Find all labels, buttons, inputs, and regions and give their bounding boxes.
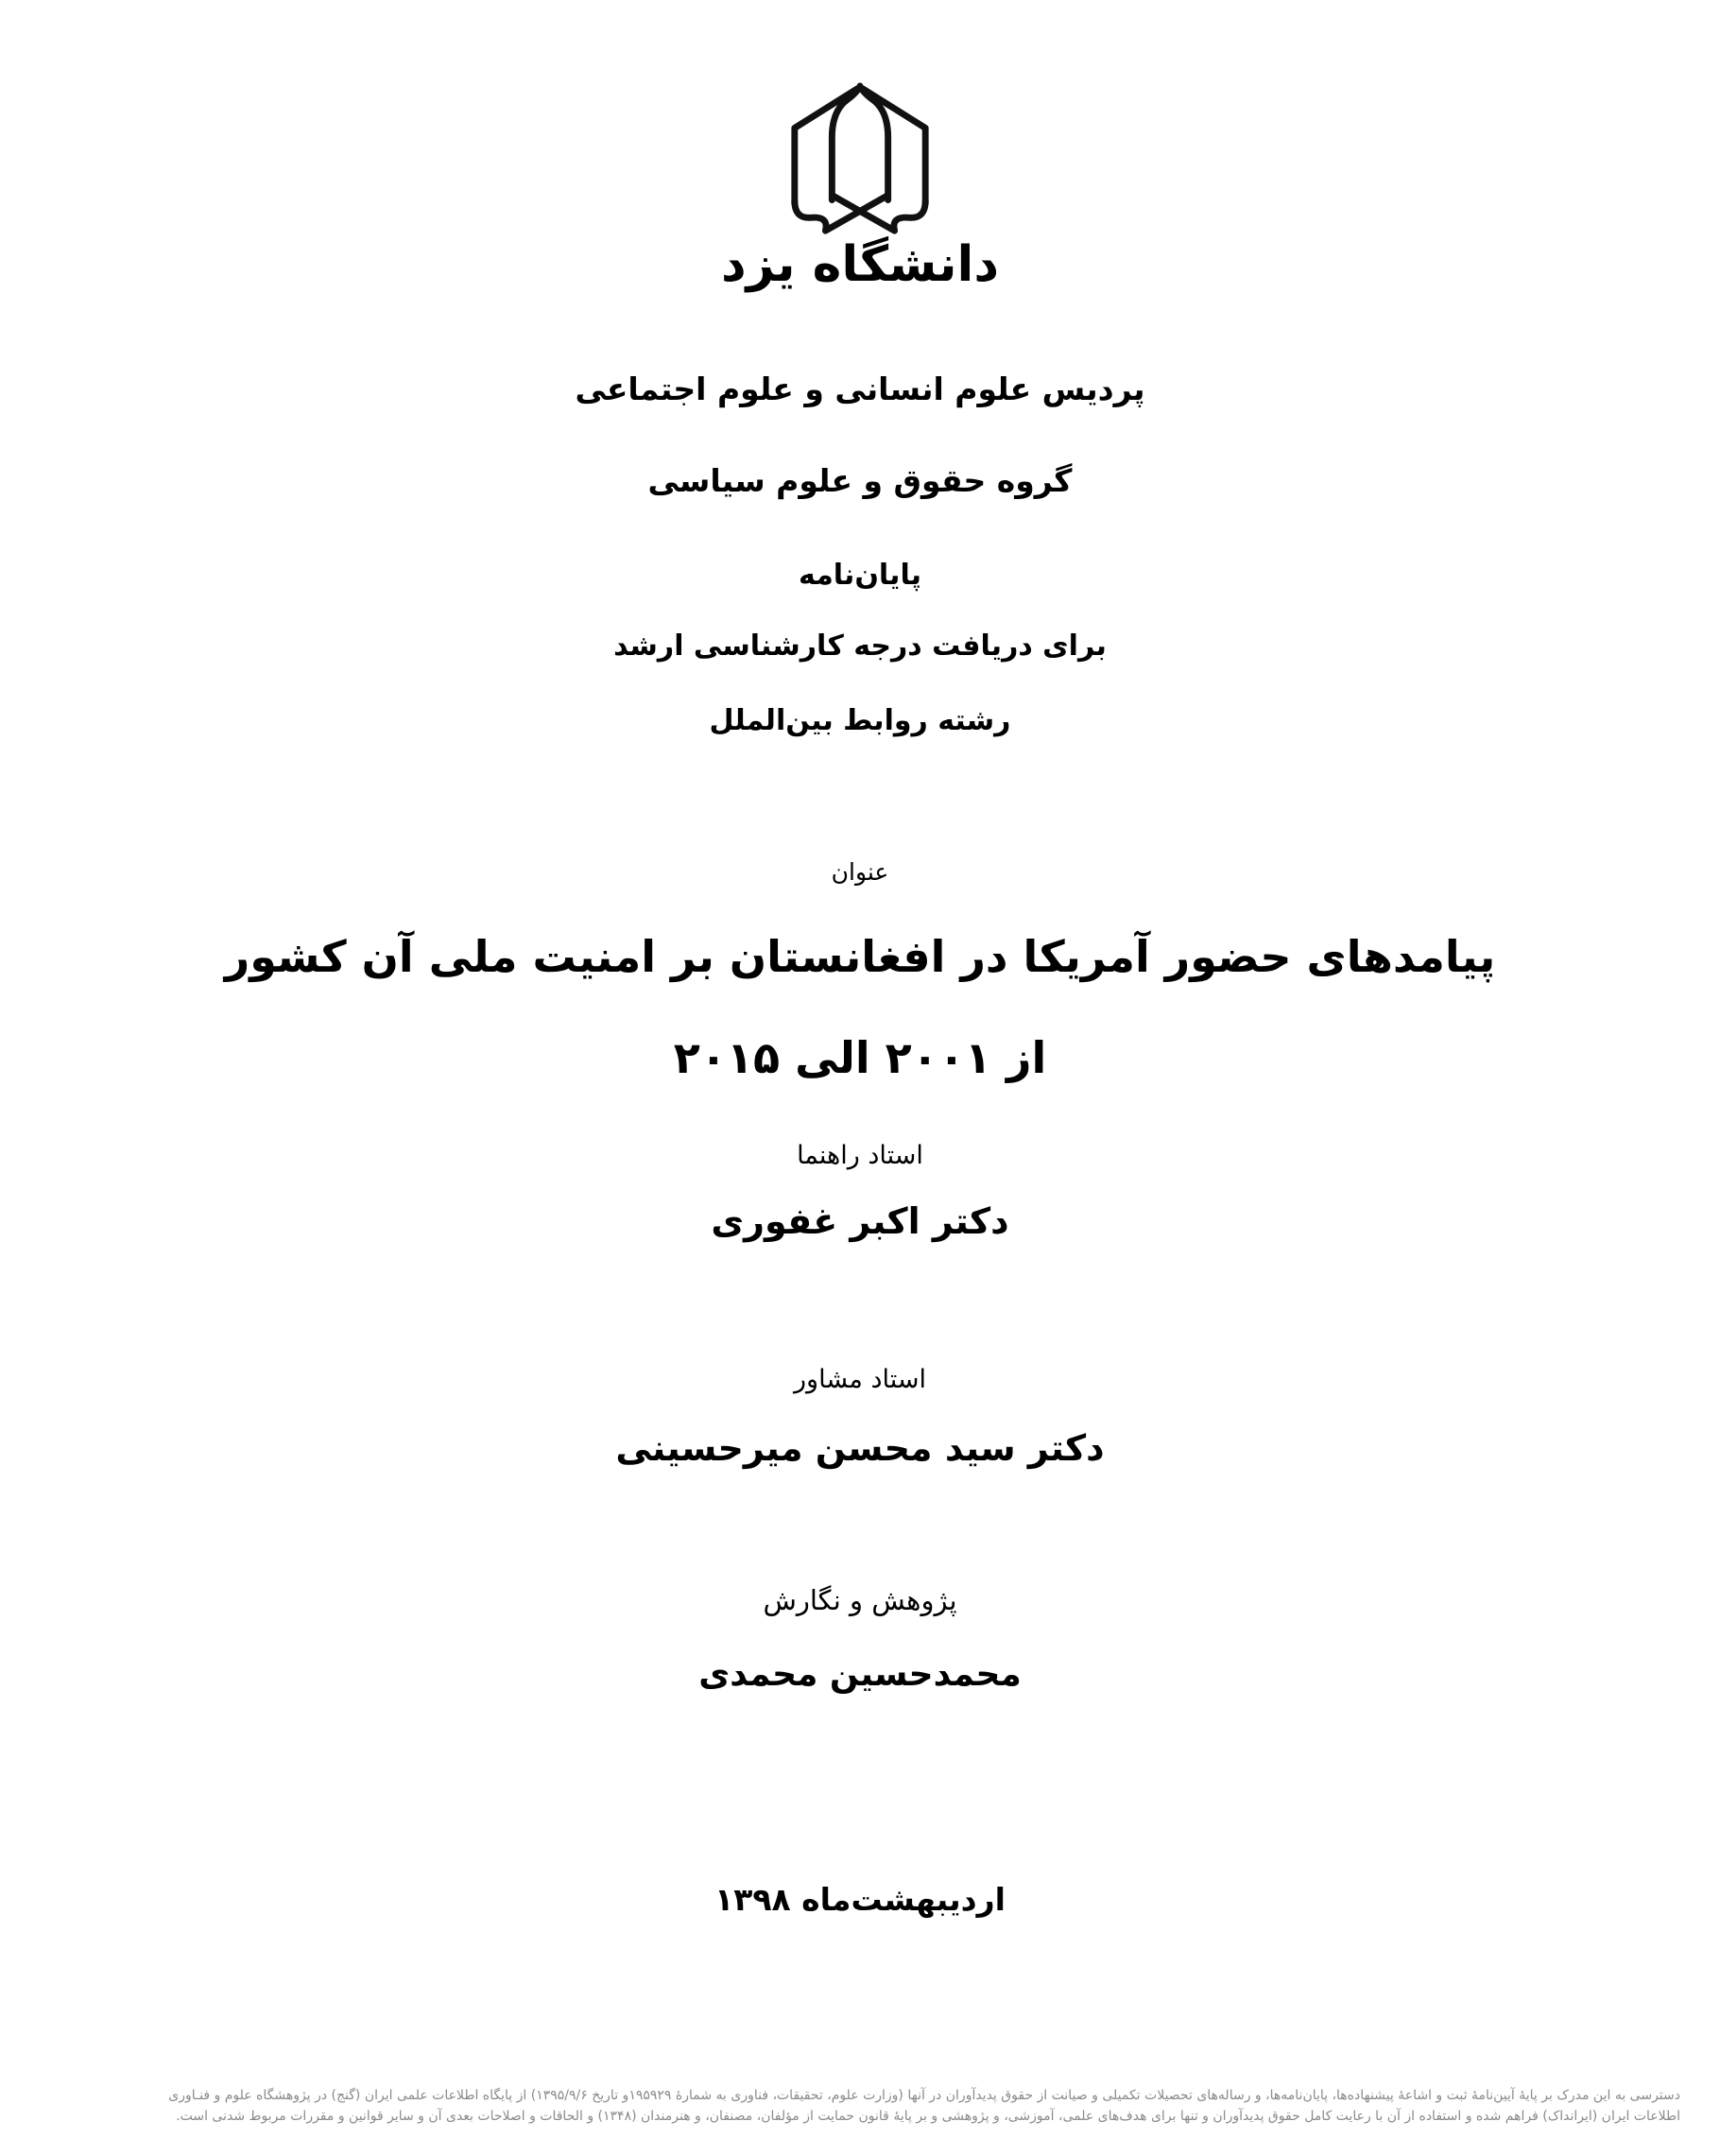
thesis-type-label: پایان‌نامه — [799, 559, 921, 592]
department-name: گروه حقوق و علوم سیاسی — [647, 462, 1073, 499]
title-section-label: عنوان — [831, 858, 889, 886]
publication-date: اردیبهشت‌ماه ۱۳۹۸ — [714, 1881, 1006, 1918]
author-name: محمدحسین محمدی — [698, 1655, 1022, 1694]
thesis-title-line2: از ۲۰۰۱ الی ۲۰۱۵ — [673, 1032, 1047, 1083]
irandoc-access-notice — [0, 2085, 1720, 2127]
author-section-label: پژوهش و نگارش — [763, 1584, 957, 1616]
supervisor-label: استاد راهنما — [797, 1141, 923, 1170]
footer-line-1: دسترسی به این مدرک بر پایهٔ آیین‌نامهٔ ثبت و اشاعهٔ پیشنهاده‌ها، پایان‌نامه‌ها، و رساله‌های تحصیلات تکمیلی و صیانت از حقوق پدیدآوران در آنها (وزارت علوم، تحقیقات، فناوری به شمارهٔ ۱۹۵۹۲۹و تاریخ ۱۳۹۵/۹/۶) از پایگاه اطلاعات علمی ایران (گنج) در پژوهشگاه علوم و فنـاوری — [168, 2088, 1680, 2103]
field-of-study-line: رشته روابط بین‌الملل — [709, 704, 1011, 737]
yazd-university-logo-icon — [784, 81, 936, 240]
supervisor-name: دکتر اکبر غفوری — [711, 1200, 1009, 1242]
thesis-title-line1: پیامدهای حضور آمریکا در افغانستان بر امنیت ملی آن کشور — [224, 931, 1496, 982]
advisor-label: استاد مشاور — [794, 1365, 926, 1394]
university-name-calligraphy: دانشگاه یزد — [720, 236, 1000, 293]
degree-purpose-line: برای دریافت درجه کارشناسی ارشد — [613, 630, 1107, 663]
campus-name: پردیس علوم انسانی و علوم اجتماعی — [575, 371, 1145, 407]
footer-line-2: اطلاعات ایران (ایرانداک) فراهم شده و استفاده از آن با رعایت کامل حقوق پدیدآوران و تنها برای هدف‌های علمی، آموزشی، و پژوهشی و بر پایهٔ قانون حمایت از مؤلفان، مصنفان، و هنرمندان (۱۳۴۸) و الحاقات و اصلاحات بعدی آن و سایر قوانین و مقررات مربوط شدنی است. — [176, 2109, 1680, 2124]
advisor-name: دکتر سید محسن میرحسینی — [615, 1427, 1105, 1469]
